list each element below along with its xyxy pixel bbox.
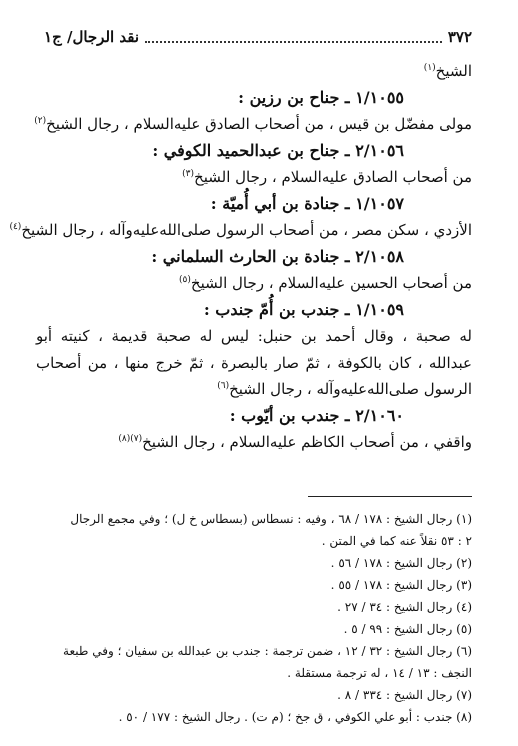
footnotes (40, 508, 472, 728)
entry-heading: ٢/١٠٥٦ ـ جناح بن عبدالحميد الكوفي : (152, 140, 404, 160)
footnote-ref: (٦) (217, 381, 230, 391)
header-dot-leader (145, 31, 442, 43)
entry-text-line: واقفي ، من أصحاب الكاظم عليه‌السلام ، رجال الشيخ$^{(٧)(٨)}$ (118, 433, 472, 451)
page-header (44, 26, 472, 48)
entry-heading: ١/١٠٥٥ ـ جناح بن رزين : (238, 87, 404, 107)
entry-heading: ١/١٠٥٩ ـ جندب بن أُمّ جندب : (203, 299, 404, 319)
footnote-item: (٥) رجال الشيخ : ٩٩ / ٥ . (343, 622, 472, 636)
entry-heading: ٢/١٠٦٠ ـ جندب بن أيّوب : (229, 405, 404, 425)
entry-text-line: الرسول صلى‌الله‌عليه‌وآله ، رجال الشيخ$^{(٦)}$ (217, 380, 472, 398)
page-number: ٣٧٢ (447, 28, 472, 46)
footnote-item: (٨) جندب : أبو علي الكوفي ، ق جخ ؛ (م ت) . رجال الشيخ : ١٧٧ / ٥٠ . (118, 710, 472, 724)
entry-text-line: مولى مفضّل بن قيس ، من أصحاب الصادق عليه‌السلام ، رجال الشيخ$^{(٢)}$ (34, 115, 472, 133)
footnote-item: (٣) رجال الشيخ : ١٧٨ / ٥٥ . (330, 578, 472, 592)
footnote-ref: (٥) (179, 275, 191, 285)
footnote-ref: (٧)(٨) (118, 434, 143, 444)
footnote-ref: (٤) (9, 222, 22, 232)
running-title: نقد الرجال/ ج١ (44, 28, 140, 46)
footnote-item: (١) رجال الشيخ : ١٧٨ / ٦٨ ، وفيه : نسطاس (بسطاس خ ل) ؛ وفي مجمع الرجال (70, 512, 472, 526)
carry-over-line: الشيخ$^{(١)}$ (423, 62, 472, 80)
entry-text-line: عبدالله ، كان بالكوفة ، ثمّ صار بالبصرة ، ثمّ خرج منها ، من أصحاب (36, 353, 472, 372)
footnote-item: (٦) رجال الشيخ : ٣٢ / ١٢ ، ضمن ترجمة : جندب بن عبدالله بن سفيان ؛ وفي طبعة (63, 644, 472, 658)
entry-heading: ٢/١٠٥٨ ـ جنادة بن الحارث السلماني : (151, 246, 404, 266)
footnote-continuation: النجف : ١٣ / ١٤ ، له ترجمة مستقلة . (287, 666, 472, 680)
footnote-item: (٤) رجال الشيخ : ٣٤ / ٢٧ . (337, 600, 472, 614)
footnote-ref: (٢) (34, 116, 47, 126)
footnote-item: (٢) رجال الشيخ : ١٧٨ / ٥٦ . (330, 556, 472, 570)
main-text (9, 58, 472, 456)
entry-text-line: من أصحاب الحسين عليه‌السلام ، رجال الشيخ$^{(٥)}$ (179, 274, 472, 292)
footnote-ref: (٣) (182, 169, 195, 179)
footnote-continuation: ٢ : ٥٣ نقلاً عنه كما في المتن . (321, 534, 472, 548)
entry-text-line: من أصحاب الصادق عليه‌السلام ، رجال الشيخ$^{(٣)}$ (182, 168, 472, 186)
entry-heading: ١/١٠٥٧ ـ جنادة بن أبي أُميّة : (210, 193, 404, 213)
entry-text-line: له صحبة ، وقال أحمد بن حنبل: ليس له صحبة قديمة ، كنيته أبو (36, 327, 472, 345)
footnote-separator (308, 496, 472, 497)
footnote-item: (٧) رجال الشيخ : ٣٣٤ / ٨ . (337, 688, 472, 702)
entry-text-line: الأزدي ، سكن مصر ، من أصحاب الرسول صلى‌الله‌عليه‌وآله ، رجال الشيخ$^{(٤)}$ (9, 221, 472, 239)
footnote-ref: (١) (423, 63, 436, 73)
entries-list (9, 85, 472, 456)
